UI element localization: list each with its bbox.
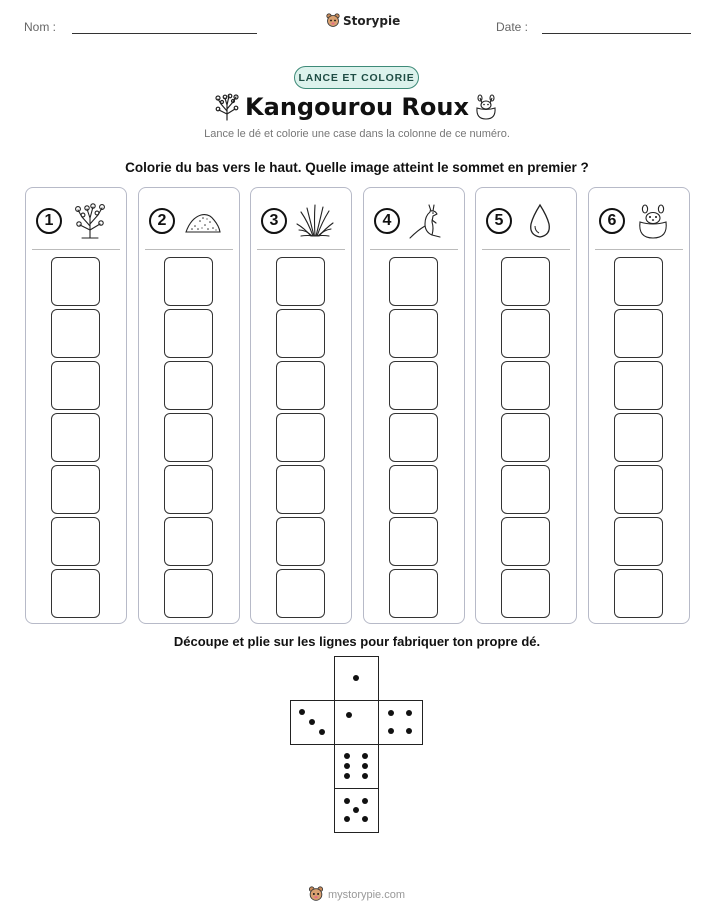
color-box[interactable] xyxy=(389,257,438,306)
color-box[interactable] xyxy=(164,465,213,514)
color-box[interactable] xyxy=(164,413,213,462)
joey-in-pouch-icon xyxy=(472,93,500,121)
color-box[interactable] xyxy=(501,361,550,410)
column-number: 5 xyxy=(486,208,512,234)
grass-tuft-icon xyxy=(295,202,335,240)
color-box[interactable] xyxy=(51,413,100,462)
activity-badge: LANCE ET COLORIE xyxy=(294,66,419,89)
die-pip xyxy=(344,816,350,822)
shrub-icon xyxy=(70,202,110,240)
color-box[interactable] xyxy=(614,569,663,618)
color-box[interactable] xyxy=(501,413,550,462)
color-box[interactable] xyxy=(51,361,100,410)
die-face-1 xyxy=(334,700,379,745)
column-2 xyxy=(138,187,240,624)
cut-instruction: Découpe et plie sur les lignes pour fabriquer ton propre dé. xyxy=(173,634,541,649)
die-pip xyxy=(362,763,368,769)
footer xyxy=(308,886,405,903)
page-title: Kangourou Roux xyxy=(245,93,469,121)
die-pip xyxy=(344,773,350,779)
instruction: Colorie du bas vers le haut. Quelle image atteint le sommet en premier ? xyxy=(125,160,589,175)
name-line xyxy=(72,33,257,34)
storypie-mascot-icon xyxy=(308,886,324,903)
footer-url: mystorypie.com xyxy=(328,888,406,901)
color-box[interactable] xyxy=(614,361,663,410)
brand-logo xyxy=(326,13,400,29)
color-box[interactable] xyxy=(389,361,438,410)
column-number: 6 xyxy=(599,208,625,234)
die-pip xyxy=(362,753,368,759)
column-5 xyxy=(475,187,577,624)
die-pip xyxy=(309,719,315,725)
die-face-3 xyxy=(290,700,335,745)
color-box[interactable] xyxy=(389,413,438,462)
color-box[interactable] xyxy=(51,465,100,514)
die-face-1 xyxy=(334,656,379,701)
column-divider xyxy=(370,249,458,250)
column-divider xyxy=(257,249,345,250)
subtitle: Lance le dé et colorie une case dans la colonne de ce numéro. xyxy=(204,128,510,140)
date-line xyxy=(542,33,691,34)
die-pip xyxy=(344,753,350,759)
color-box[interactable] xyxy=(276,517,325,566)
die-pip xyxy=(362,816,368,822)
die-pip xyxy=(346,712,352,718)
color-box[interactable] xyxy=(164,569,213,618)
die-pip xyxy=(388,710,394,716)
die-pip xyxy=(353,807,359,813)
color-box[interactable] xyxy=(51,569,100,618)
column-number: 1 xyxy=(36,208,62,234)
die-pip xyxy=(299,709,305,715)
soil-pile-icon xyxy=(183,202,223,240)
color-box[interactable] xyxy=(501,257,550,306)
water-drop-icon xyxy=(520,202,560,242)
storypie-mascot-icon xyxy=(326,13,340,29)
color-box[interactable] xyxy=(501,569,550,618)
color-box[interactable] xyxy=(614,465,663,514)
name-label: Nom : xyxy=(24,20,57,34)
color-box[interactable] xyxy=(614,309,663,358)
date-label: Date : xyxy=(496,20,529,34)
color-box[interactable] xyxy=(164,309,213,358)
color-box[interactable] xyxy=(51,309,100,358)
color-box[interactable] xyxy=(389,465,438,514)
die-pip xyxy=(319,729,325,735)
color-box[interactable] xyxy=(276,361,325,410)
die-face-6 xyxy=(334,744,379,789)
die-pip xyxy=(344,763,350,769)
color-box[interactable] xyxy=(276,465,325,514)
color-box[interactable] xyxy=(276,413,325,462)
die-face-5 xyxy=(334,788,379,833)
column-divider xyxy=(595,249,683,250)
color-box[interactable] xyxy=(276,309,325,358)
color-box[interactable] xyxy=(501,517,550,566)
die-face-4 xyxy=(378,700,423,745)
column-divider xyxy=(145,249,233,250)
joey-in-pouch-icon xyxy=(633,202,673,242)
column-number: 3 xyxy=(261,208,287,234)
die-pip xyxy=(344,798,350,804)
color-box[interactable] xyxy=(276,257,325,306)
color-box[interactable] xyxy=(276,569,325,618)
column-divider xyxy=(32,249,120,250)
column-number: 2 xyxy=(149,208,175,234)
color-box[interactable] xyxy=(501,309,550,358)
color-box[interactable] xyxy=(614,257,663,306)
color-box[interactable] xyxy=(51,257,100,306)
color-box[interactable] xyxy=(164,361,213,410)
die-pip xyxy=(406,728,412,734)
die-pip xyxy=(388,728,394,734)
column-3 xyxy=(250,187,352,624)
color-box[interactable] xyxy=(389,517,438,566)
column-4 xyxy=(363,187,465,624)
column-1 xyxy=(25,187,127,624)
color-box[interactable] xyxy=(501,465,550,514)
brand-name: Storypie xyxy=(343,14,401,28)
color-box[interactable] xyxy=(51,517,100,566)
column-6 xyxy=(588,187,690,624)
die-pip xyxy=(406,710,412,716)
die-pip xyxy=(362,798,368,804)
column-number: 4 xyxy=(374,208,400,234)
kangaroo-icon xyxy=(408,202,448,242)
color-box[interactable] xyxy=(614,413,663,462)
color-box[interactable] xyxy=(614,517,663,566)
color-box[interactable] xyxy=(164,517,213,566)
column-divider xyxy=(482,249,570,250)
color-box[interactable] xyxy=(389,309,438,358)
color-box[interactable] xyxy=(389,569,438,618)
die-pip xyxy=(362,773,368,779)
color-box[interactable] xyxy=(164,257,213,306)
die-pip xyxy=(353,675,359,681)
